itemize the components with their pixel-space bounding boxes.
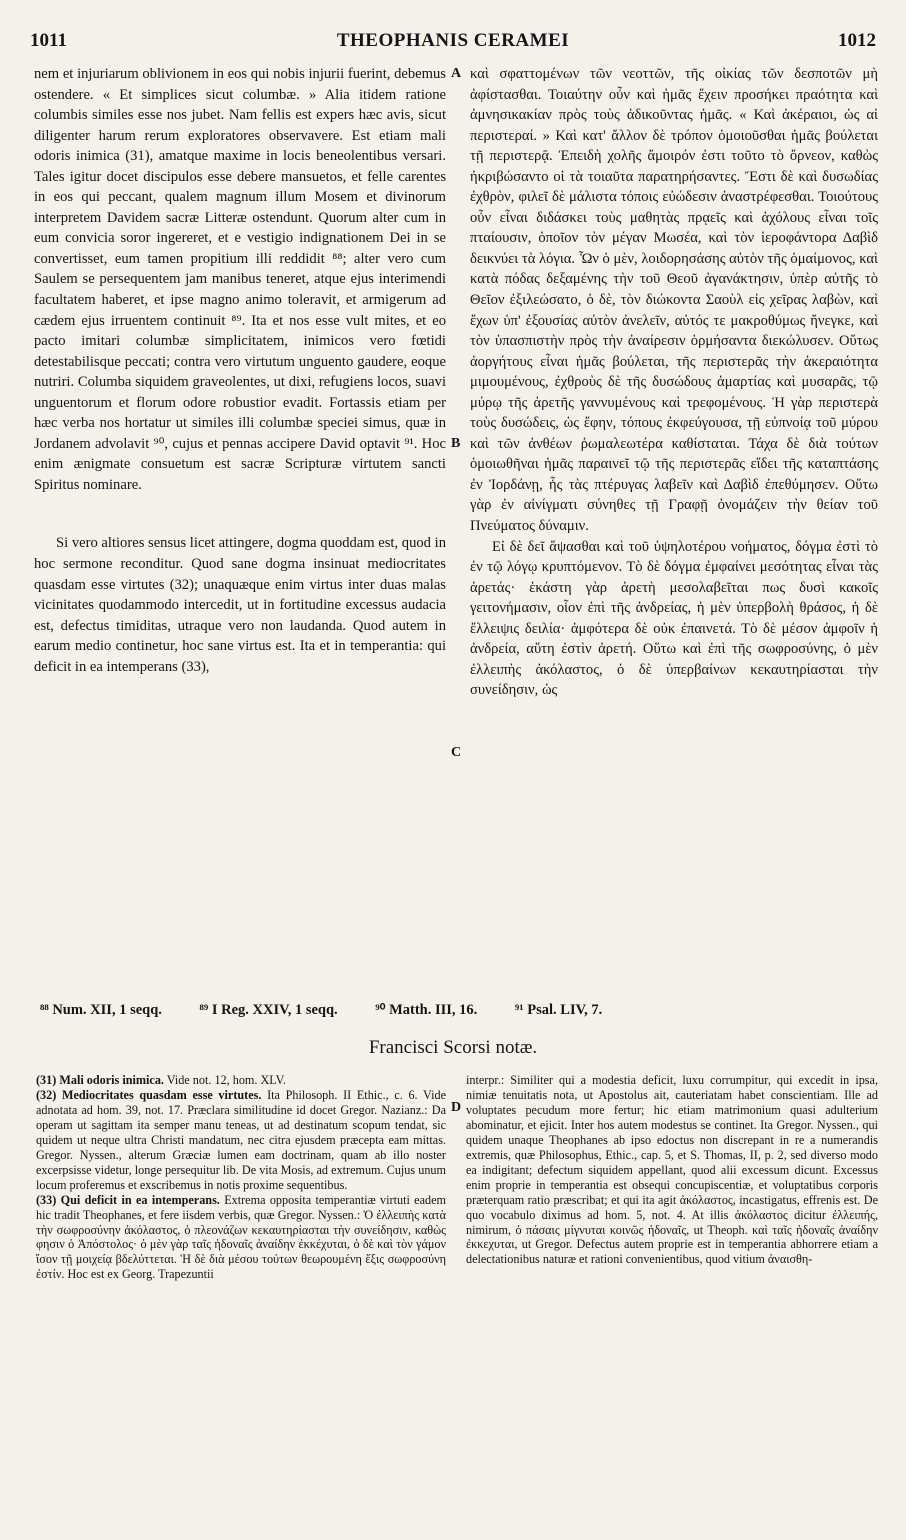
footnotes xyxy=(40,1002,876,1019)
notes-right-column xyxy=(466,1073,878,1267)
note-33-text: Extrema opposita temperantiæ virtuti eadem hic tradit Theophanes, et fere iisdem verbis, quæ Gregor. Nyssen.: Ὁ ἐλλειπὴς κατὰ τὴν σωφροσύνην ἀκόλαστος, ὁ πλεονάζων κεκαυτηρίασται τὴν συνείδησιν, καθὼς φησιν ὁ Ἀπόστολος· ὁ μὲν γὰρ ταῖς ἡδοναῖς ἀναίδην ἐκκέχυται, ὁ δὲ καὶ τὸν γάμον ἴσον τῇ μοιχείᾳ βδελύττεται. Ἡ δὲ διὰ μέσου τούτων θεωρουμένη ἕξις σωφροσύνη ἐστίν. Hoc est ex Georg. Trapezuntii xyxy=(36,1192,446,1282)
greek-column xyxy=(470,64,878,701)
notes-left-column xyxy=(36,1073,446,1282)
note-33 xyxy=(36,1193,446,1283)
footnote-89: ⁸⁹ I Reg. XXIV, 1 seqq. xyxy=(199,1002,338,1018)
note-31-text: Vide not. 12, hom. XLV. xyxy=(163,1073,286,1087)
page-number-left: 1011 xyxy=(30,30,67,51)
latin-paragraph-1: nem et injuriarum oblivionem in eos qui nobis injurii fuerint, debemus ostendere. « Et simplices sicut columbæ. » Alia itidem ratione columbis similes esse nos jubet. Nam fellis est expers hæc avis, sicut diligenter harum rerum exploratores observavere. Est etiam mali odoris inimica (31), amatque maxime in locis beneolentibus versari. Tales igitur docet discipulos esse debere mansuetos, et felle carentes in eos qui peccant, qualem magnum illum Mosem et divinorum interpretem Davidem sacræ Litteræ ostendunt. Quorum alter cum in eum convicia soror ingereret, et e vestigio indignationem Dei in se convertisset, eum tamen propitium illi reddidit ⁸⁸; alter vero cum Saulem se persequentem jam manibus teneret, atque ejus interimendi facultatem haberet, et ipse magno animo toleravit, et armigerum ad cædem ejus irruentem continuit ⁸⁹. Ita et nos esse vult mites, et eo pacto imitari columbæ simplicitatem, inimicos vero fœtidi detestabilisque peccati; contra vero virtutum unguento gaudere, eoque nutriri. Columba siquidem graveolentes, ut dixi, refugiens locos, suavi unguentorum et florum odore robustior evadit. Fortassis etiam per hæc verba nos hortatur ut similes illi columbæ speciei simus, quæ in Jordanem advolavit ⁹⁰, cujus et pennas accipere David optavit ⁹¹. Hoc enim ænigmate consuetum est sacræ Scripturæ virtutem sancti Spiritus nominare. xyxy=(34,66,446,493)
note-33-continued: interpr.: Similiter qui a modestia deficit, luxu corrumpitur, qui excedit in ipsa, nimiæ tenuitatis nota, ut Apostolus ait, cauteriatam habet conscientiam. Ille ad voluptates pecudum more fertur; hic etiam matrimonium quasi adulterium abominatur, et ejicit. Inter hos autem modestus se continet. Ita Gregor. Nyssen., qui quidem unaque Theophanes ab ipso edoctus non discrepant in re a numerandis extremis, quæ Philosophus, Ethic., cap. 5, et S. Thomas, II, p. 2, sed diverso modo ea indigitant; defectum siquidem appellant, quod alii excessum dicunt. Excessus enim proprie in temperantia est obsequi concupiscentiæ, et voluptatibus corporis præterquam ratio præscribat; et qui ita agit ἀκόλαστος, incastigatus, effrenis est. De quo vocabulo diximus ad hom. 5, not. 4. At illis ἀκόλαστος dicitur ἐλλειπής, nimirum, ὁ πάσαις μίγνυται κοινῶς ἡδοναῖς, ut Theoph. καὶ ταῖς ἡδοναῖς ἀναίδην ἐκκεχυται, ut Gregor. Defectus autem proprie est in temperantia abhorrere etiam a delectationibus naturæ et rationi convenientibus, quod vitium ἀναισθη- xyxy=(466,1073,878,1267)
note-32-text: Ita Philosoph. II Ethic., c. 6. Vide adnotata ad hom. 39, not. 17. Præclara similitudine id docet Gregor. Nazianz.: Da operam ut sagittam ita semper manu teneas, ut ad destinatum scopum tendat, sic quidem ut neque ultra Christi mandatum, nec citra ejusdem præcepta eam mittas. Gregor. Nyssen., alterum Græciæ lumen eam doctrinam, quam ab illo noster excerpsisse videtur, longe persequitur lib. De vita Mosis, ad extremum. Cujus unum locum proferemus et exscribemus in notis proxime sequentibus. xyxy=(36,1087,447,1192)
running-title: THEOPHANIS CERAMEI xyxy=(336,30,570,51)
latin-column xyxy=(34,64,446,677)
section-marker-a: A xyxy=(451,66,462,81)
note-32 xyxy=(36,1088,446,1193)
note-31 xyxy=(36,1073,446,1088)
section-marker-c: C xyxy=(451,745,462,760)
greek-paragraph-1: καὶ σφαττομένων τῶν νεοττῶν, τῆς οἰκίας τῶν δεσποτῶν μὴ ἀφίστασθαι. Τοιαύτην οὖν καὶ ἡμᾶς ἔχειν προσήκει πραότητα καὶ ἀμνησικακίαν πρὸς τοὺς ἀδικοῦντας ἡμᾶς. « Καὶ ἀκέραιοι, ὡς αἱ περιστεραί. » Καὶ κατ' ἄλλον δὲ τρόπον ὁμοιοῦσθαι ἡμᾶς βούλεται τῇ περιστερᾷ. Ἐπειδὴ χολῆς ἄμοιρόν ἐστι τοῦτο τὸ ὄρνεον, καθὼς ἠκριβώσαντο οἱ τὰ τοιαῦτα παρατηρήσαντες. Ἔστι δὲ καὶ δυσωδίας ἐχθρὸν, φιλεῖ δὲ μάλιστα τόποις εὐώδεσιν ἀναστρέφεσθαι. Τοιούτους οὖν εἶναι διδάσκει τοὺς μαθητὰς πρᾳεῖς καὶ ἀχόλους εἶναι τοῖς πταίουσιν, ὁποῖον τὸν μέγαν Μωσέα, καὶ τὸν ἱεροφάντορα Δαβὶδ δεικνύει τὰ λόγια. Ὧν ὁ μὲν, λοιδορησάσης αὐτὸν τῆς ὁμαίμονος, καὶ κατὰ πόδας δεξαμένης τὴν τοῦ Θεοῦ ἀγανάκτησιν, ὑπὲρ αὐτῆς τὸ Θεῖον ἐξιλεώσατο, ὁ δὲ, τὸν διώκοντα Σαοὺλ εἰς χεῖρας λαβὼν, καὶ ἔχων ὑπ' ἐξουσίας αὐτὸν ἀνελεῖν, αὐτός τε μακροθύμως ἤνεγκε, καὶ τὸν ὑπασπιστὴν πρὸς τὴν ἀναίρεσιν ὁρμήσαντα διεκώλυσεν. Οὕτως ἀοργήτους εἶναι ἡμᾶς βούλεται, τῆς περιστερᾶς τὴν ἀκεραιότητα μιμουμένους, ἐχθροὺς δὲ τῆς δυσώδους ἁμαρτίας καὶ μυσαρᾶς, τῷ μύρῳ τῆς ἀρετῆς γαννυμένους καὶ τρεφομένους. Ἡ γὰρ περιστερὰ τοὺς δυσώδεις, ὡς ἔφην, τόπους ἐκφεύγουσα, τῇ εὐπνοίᾳ τοῦ μύρου καὶ τῶν ἀνθέων ῥωμαλεωτέρα καθίσταται. Τάχα δὲ διὰ τούτων ὁμοιωθῆναι ἡμᾶς παραινεῖ τῷ τῆς περιστερᾶς εἴδει τῆς καταπτάσης ἐν Ἰορδάνῃ, ἧς τὰς πτέρυγας λαβεῖν καὶ Δαβὶδ ἐπεθύμησεν. Οὕτω γὰρ ἐν αἰνίγματι σύνηθες τῇ Γραφῇ ὀνομάζειν τὴν θείαν τοῦ Πνεύματος δύναμιν. xyxy=(470,66,878,535)
footnote-91: ⁹¹ Psal. LIV, 7. xyxy=(514,1002,603,1018)
notes-title: Francisci Scorsi notæ. xyxy=(368,1037,538,1058)
page-number-right: 1012 xyxy=(838,30,876,51)
running-header xyxy=(30,30,876,56)
footnote-90: ⁹⁰ Matth. III, 16. xyxy=(375,1002,478,1018)
section-marker-b: B xyxy=(451,436,461,451)
note-32-label: (32) Mediocritates quasdam esse virtutes. xyxy=(36,1087,262,1102)
note-31-label: (31) Mali odoris inimica. xyxy=(36,1073,164,1087)
footnote-88: ⁸⁸ Num. XII, 1 seqq. xyxy=(40,1002,162,1018)
greek-paragraph-2: Εἰ δὲ δεῖ ἅψασθαι καὶ τοῦ ὑψηλοτέρου νοήματος, δόγμα ἐστὶ τὸ ἐν τῷ λόγῳ κρυπτόμενον. Τὸ δὲ δόγμα ἐμφαίνει μεσότητας εἶναι τὰς ἀρετάς· ἑκάστη γὰρ ἀρετὴ μεσολαβεῖται πως δυσὶ κακοῖς γειτονήμασιν, οἷον ἐπὶ τῆς ἀνδρείας, ἡ μὲν ὑπερβολὴ θράσος, ἡ δὲ ἔλλειψις δειλία· ἀμφότερα δὲ οὐκ ἐπαινετά. Τὸ δὲ μέσον ἀμφοῖν ἡ ἀνδρεία, αὕτη ἐστὶν ἀρετή. Οὕτω καὶ ἐπὶ τῆς σωφροσύνης, ὁ μὲν ἐλλειπὴς ἀκόλαστος, ὁ δὲ ὑπερβαίνων κεκαυτηρίασται τὴν συνείδησιν, ὡς xyxy=(470,538,878,699)
latin-paragraph-2: Si vero altiores sensus licet attingere, dogma quoddam est, quod in hoc sermone reconditur. Quod sane dogma insinuat mediocritates quasdam esse virtutes (32); unaquæque enim virtus inter duas malas vicinitates quodammodo intercedit, ut in fortitudine excessus audacia est, defectus timiditas, utraque vero non laudanda. Quod autem in earum medio continetur, hoc sane virtus est. Ita et in temperantia: qui deficit in ea intemperans (33), xyxy=(34,535,446,675)
note-33-label: (33) Qui deficit in ea intemperans. xyxy=(36,1192,220,1207)
section-marker-d: D xyxy=(451,1100,462,1115)
